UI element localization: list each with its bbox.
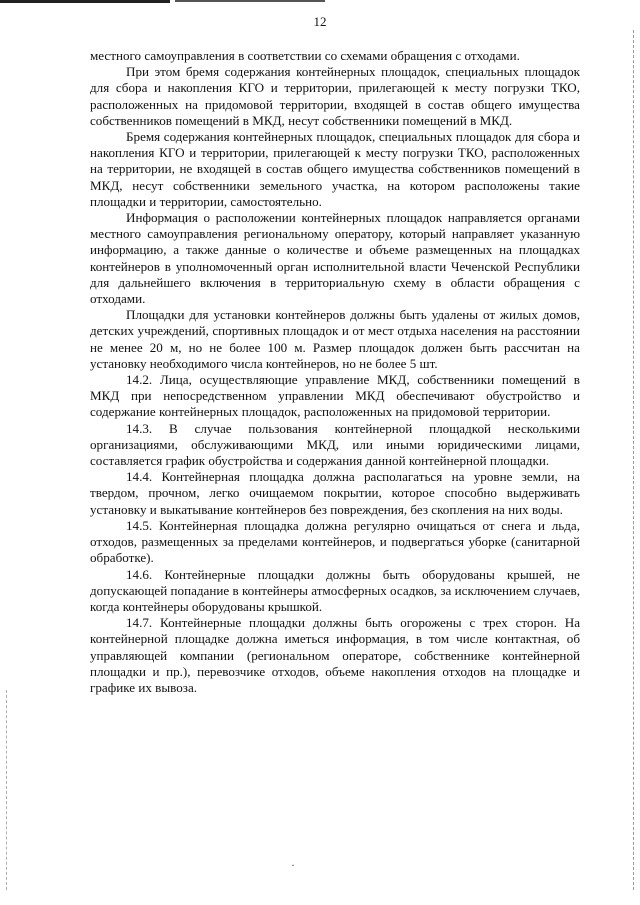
scan-edge-line	[6, 690, 8, 890]
paragraph: 14.2. Лица, осуществляющие управление МКД, собственники помещений в МКД при непосредственном управлении МКД обеспечивают обустройство и содержание контейнерных площадок, расположенных на придомовой территории.	[90, 372, 580, 420]
paragraph: 14.7. Контейнерные площадки должны быть огорожены с трех сторон. На контейнерной площадке должна иметься информация, в том числе контактная, об управляющей компании (региональном операторе, собственнике контейнерной площадки и пр.), перевозчике отходов, объеме накопления отходов на площадке и графике их вывоза.	[90, 615, 580, 695]
paragraph: При этом бремя содержания контейнерных площадок, специальных площадок для сбора и накопления КГО и территории, прилегающей к месту погрузки ТКО, расположенных на придомовой территории, входящей в состав общего имущества собственников помещений в МКД, несут собственники помещений в МКД.	[90, 64, 580, 128]
paragraph: 14.5. Контейнерная площадка должна регулярно очищаться от снега и льда, отходов, размещенных за пределами контейнеров, и подвергаться уборке (санитарной обработке).	[90, 517, 580, 566]
paragraph: 14.6. Контейнерные площадки должны быть оборудованы крышей, не допускающей попадание в контейнеры атмосферных осадков, за исключением случаев, когда контейнеры оборудованы крышкой.	[90, 566, 580, 614]
paragraph: 14.4. Контейнерная площадка должна располагаться на уровне земли, на твердом, прочном, легко очищаемом покрытии, которое способно выдерживать установку и выкатывание контейнеров без повреждения, без скопления на них воды.	[90, 469, 580, 517]
document-body	[90, 48, 580, 696]
scan-border-mark	[0, 0, 170, 3]
page-number: 12	[313, 14, 327, 29]
paragraph: Бремя содержания контейнерных площадок, специальных площадок для сбора и накопления КГО и территории, прилегающей к месту погрузки ТКО, расположенных на территории, не входящей в состав общего имущества собственников помещений в МКД, несут собственники земельного участка, на котором расположены такие площадки и территории, самостоятельно.	[90, 129, 580, 209]
scan-speck: ·	[291, 858, 295, 872]
scan-border-mark	[175, 0, 325, 2]
scan-edge-line	[632, 30, 634, 890]
paragraph: Площадки для установки контейнеров должны быть удалены от жилых домов, детских учреждений, спортивных площадок и от мест отдыха населения на расстоянии не менее 20 м, но не более 100 м. Размер площадок должен быть рассчитан на установку необходимого числа контейнеров, но не более 5 шт.	[90, 307, 580, 371]
paragraph: 14.3. В случае пользования контейнерной площадкой несколькими организациями, обслуживающими МКД, или иными юридическими лицами, составляется график обустройства и содержания данной контейнерной площадки.	[90, 420, 580, 469]
paragraph: местного самоуправления в соответствии со схемами обращения с отходами.	[90, 48, 520, 63]
paragraph: Информация о расположении контейнерных площадок направляется органами местного самоуправления региональному оператору, который направляет указанную информацию, а также данные о количестве и объеме размещенных на площадках контейнеров в уполномоченный орган исполнительной власти Чеченской Республики для дальнейшего включения в территориальную схему в области обращения с отходами.	[90, 210, 580, 307]
